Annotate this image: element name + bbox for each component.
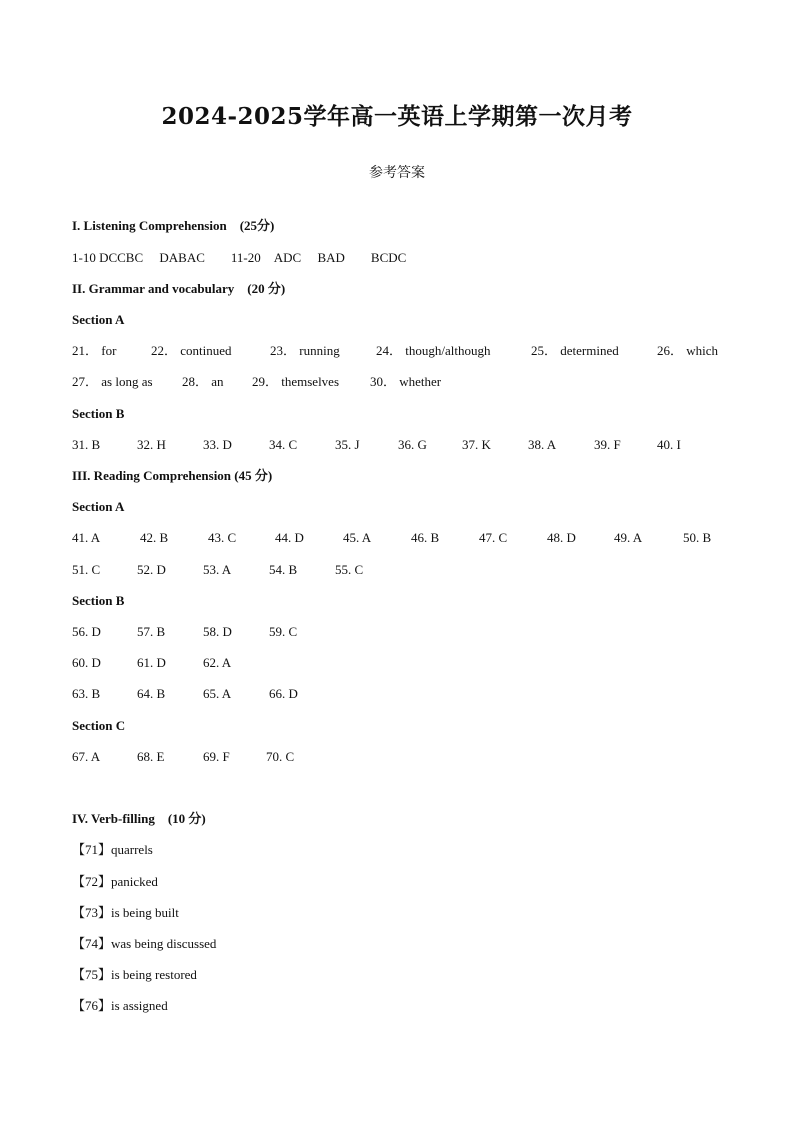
- answer-item: 58. D: [203, 624, 232, 639]
- answer-item: 68. E: [137, 749, 165, 764]
- answer-item: 36. G: [398, 437, 427, 452]
- answer-item: 41. A: [72, 530, 101, 545]
- answer-item: 62. A: [203, 655, 232, 670]
- answer-item: 30． whether: [370, 374, 442, 389]
- answer-item: 48. D: [547, 530, 576, 545]
- answer-item: 23． running: [270, 343, 340, 358]
- subsection-label: Section B: [72, 406, 125, 421]
- page-subtitle: 参考答案: [369, 165, 425, 181]
- answer-item: 39. F: [594, 437, 621, 452]
- answer-item: 40. I: [657, 437, 681, 452]
- answer-item: 31. B: [72, 437, 101, 452]
- verb-item: 【72】panicked: [72, 874, 158, 889]
- answer-item: 55. C: [335, 562, 364, 577]
- answer-item: 26． which: [657, 343, 719, 358]
- answer-item: 21． for: [72, 343, 117, 358]
- answer-item: 49. A: [614, 530, 643, 545]
- verb-item: 【75】is being restored: [72, 967, 197, 982]
- answer-item: 69. F: [203, 749, 230, 764]
- answer-item: 64. B: [137, 686, 166, 701]
- answer-item: 46. B: [411, 530, 440, 545]
- answer-item: 37. K: [462, 437, 491, 452]
- answer-item: 57. B: [137, 624, 166, 639]
- page-title: 2024-2025学年高一英语上学期第一次月考: [161, 103, 633, 130]
- verb-item: 【71】quarrels: [72, 842, 153, 857]
- answer-item: 42. B: [140, 530, 169, 545]
- subsection-label: Section A: [72, 499, 125, 514]
- answer-item: 50. B: [683, 530, 712, 545]
- answer-item: 63. B: [72, 686, 101, 701]
- answer-item: 27． as long as: [72, 374, 153, 389]
- answer-item: 61. D: [137, 655, 166, 670]
- answer-item: 54. B: [269, 562, 298, 577]
- answer-item: 59. C: [269, 624, 298, 639]
- answer-item: 67. A: [72, 749, 101, 764]
- answer-item: 25． determined: [531, 343, 619, 358]
- answer-item: 65. A: [203, 686, 232, 701]
- verb-item: 【73】is being built: [72, 905, 179, 920]
- answer-item: 24． though/although: [376, 343, 491, 358]
- answer-item: 33. D: [203, 437, 232, 452]
- answer-item: 22． continued: [151, 343, 232, 358]
- section-heading-reading: III. Reading Comprehension (45 分): [72, 468, 273, 483]
- answer-item: 28． an: [182, 374, 224, 389]
- answer-item: 66. D: [269, 686, 298, 701]
- answer-item: 38. A: [528, 437, 557, 452]
- answer-item: 47. C: [479, 530, 508, 545]
- section-heading-verb-filling: IV. Verb-filling (10 分): [72, 811, 206, 826]
- answer-item: 51. C: [72, 562, 101, 577]
- answer-item: 45. A: [343, 530, 372, 545]
- section-heading-listening: I. Listening Comprehension (25分): [72, 218, 275, 233]
- answer-item: 44. D: [275, 530, 304, 545]
- subsection-label: Section B: [72, 593, 125, 608]
- verb-item: 【74】was being discussed: [72, 936, 217, 951]
- answer-item: 34. C: [269, 437, 298, 452]
- answer-item: 70. C: [266, 749, 295, 764]
- answer-item: 52. D: [137, 562, 166, 577]
- answer-item: 32. H: [137, 437, 166, 452]
- answer-item: 60. D: [72, 655, 101, 670]
- answer-item: 53. A: [203, 562, 232, 577]
- verb-item: 【76】is assigned: [72, 998, 168, 1013]
- answer-item: 43. C: [208, 530, 237, 545]
- listening-answers: 1-10 DCCBC DABAC 11-20 ADC BAD BCDC: [72, 250, 407, 265]
- subsection-label: Section A: [72, 312, 125, 327]
- answer-item: 35. J: [335, 437, 360, 452]
- answer-item: 29． themselves: [252, 374, 340, 389]
- answer-item: 56. D: [72, 624, 101, 639]
- subsection-label: Section C: [72, 718, 126, 733]
- section-heading-grammar: II. Grammar and vocabulary (20 分): [72, 281, 286, 296]
